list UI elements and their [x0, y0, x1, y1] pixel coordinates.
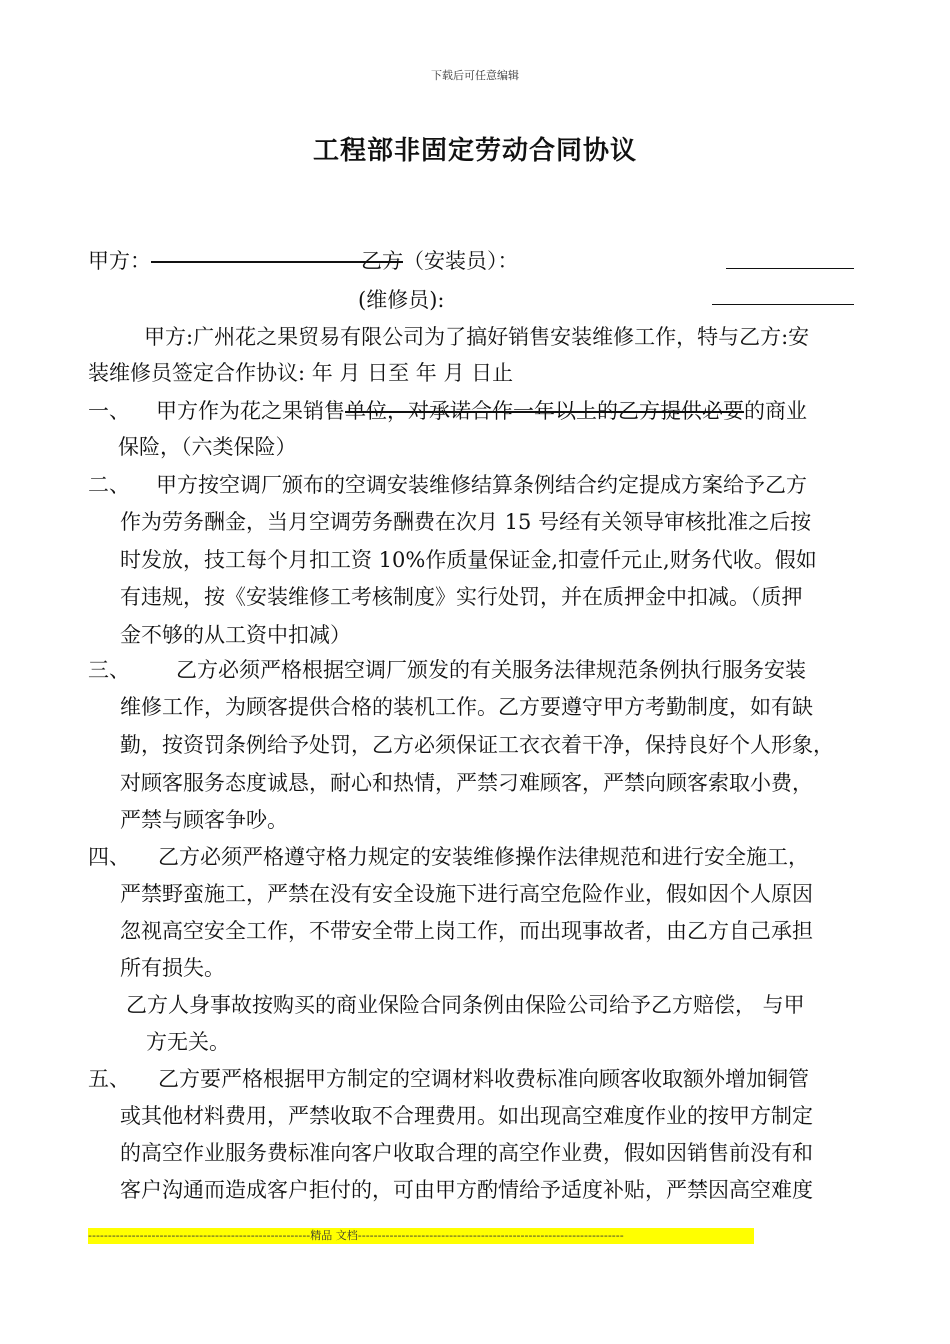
party-a-blank: [151, 249, 361, 273]
clause-4-line-1: 乙方必须严格遵守格力规定的安装维修操作法律规范和进行安全施工，: [158, 845, 809, 869]
clause-2-line-5: 金不够的从工资中扣减）: [120, 623, 351, 647]
clause-3-line-5: 严禁与顾客争吵。: [120, 808, 288, 832]
party-b-label: 乙方: [361, 249, 403, 273]
clause-5-line-3: 的高空作业服务费标准向客户收取合理的高空作业费，假如因销售前没有和: [120, 1141, 813, 1165]
clause-5-line-4: 客户沟通而造成客户拒付的，可由甲方酌情给予适度补贴，严禁因高空难度: [120, 1178, 813, 1202]
clause-3-line-3: 勤，按资罚条例给予处罚，乙方必须保证工衣衣着干净，保持良好个人形象，: [120, 733, 834, 757]
clause-1-line-2: 保险，（六类保险）: [118, 435, 297, 459]
party-b-suffix: （安装员）：: [403, 249, 519, 273]
clause-4-line-4: 所有损失。: [120, 956, 225, 980]
intro-line-2: 装维修员签定合作协议: 年 月 日至 年 月 日止: [88, 361, 514, 385]
clause-3-line-2: 维修工作，为顾客提供合格的装机工作。乙方要遵守甲方考勤制度，如有缺: [120, 695, 813, 719]
clause-2-line-4: 有违规，按《安装维修工考核制度》实行处罚，并在质押金中扣减。（质押: [120, 585, 803, 609]
header-note: 下载后可任意编辑: [431, 69, 519, 82]
clause-5-line-1: 乙方要严格根据甲方制定的空调材料收费标准向顾客收取额外增加铜管: [158, 1067, 809, 1091]
clause-2-number: 二、: [88, 473, 130, 497]
clause-1-text-a: 甲方作为花之果销售: [156, 399, 345, 423]
clause-4-line-3: 忽视高空安全工作，不带安全带上岗工作，而出现事故者，由乙方自己承担: [120, 919, 813, 943]
clause-4-line-5: 乙方人身事故按购买的商业保险合同条例由保险公司给予乙方赔偿， 与甲: [126, 993, 805, 1017]
clause-5-line-2: 或其他材料费用，严禁收取不合理费用。如出现高空难度作业的按甲方制定: [120, 1104, 813, 1128]
clause-1-line-1: [156, 396, 807, 426]
intro-line-1: 甲方:广州花之果贸易有限公司为了搞好销售安装维修工作，特与乙方:安: [144, 325, 810, 349]
clause-3-number: 三、: [88, 658, 130, 682]
clause-4-line-6: 方无关。: [146, 1030, 230, 1054]
clause-2-line-1: 甲方按空调厂颁布的空调安装维修结算条例结合约定提成方案给予乙方: [156, 473, 807, 497]
party-b-blank: [726, 268, 854, 269]
clause-2-line-2: 作为劳务酬金，当月空调劳务酬费在次月 15 号经有关领导审核批准之后按: [120, 510, 812, 534]
repair-blank: [712, 304, 854, 305]
clause-4-line-2: 严禁野蛮施工，严禁在没有安全设施下进行高空危险作业，假如因个人原因: [120, 882, 813, 906]
clause-3-line-1: 乙方必须严格根据空调厂颁发的有关服务法律规范条例执行服务安装: [176, 658, 806, 682]
repair-label: (维修员):: [358, 288, 445, 312]
party-line: [88, 246, 519, 276]
footer-watermark: --------------------------------------------------------精品 文档-------------------------------------------------------------------: [88, 1228, 754, 1244]
clause-2-line-3: 时发放，技工每个月扣工资 10%作质量保证金,扣壹仟元止,财务代收。假如: [120, 548, 817, 572]
clause-1-struck-text: 单位，对承诺合作一年以上的乙方提供必要: [345, 399, 744, 423]
clause-1-text-b: 的商业: [744, 399, 807, 423]
clause-3-line-4: 对顾客服务态度诚恳，耐心和热情，严禁刁难顾客，严禁向顾客索取小费，: [120, 771, 813, 795]
party-a-label: 甲方：: [88, 249, 151, 273]
clause-4-number: 四、: [88, 845, 130, 869]
clause-5-number: 五、: [88, 1067, 130, 1091]
clause-1-number: 一、: [88, 399, 130, 423]
document-title: 工程部非固定劳动合同协议: [312, 136, 637, 166]
